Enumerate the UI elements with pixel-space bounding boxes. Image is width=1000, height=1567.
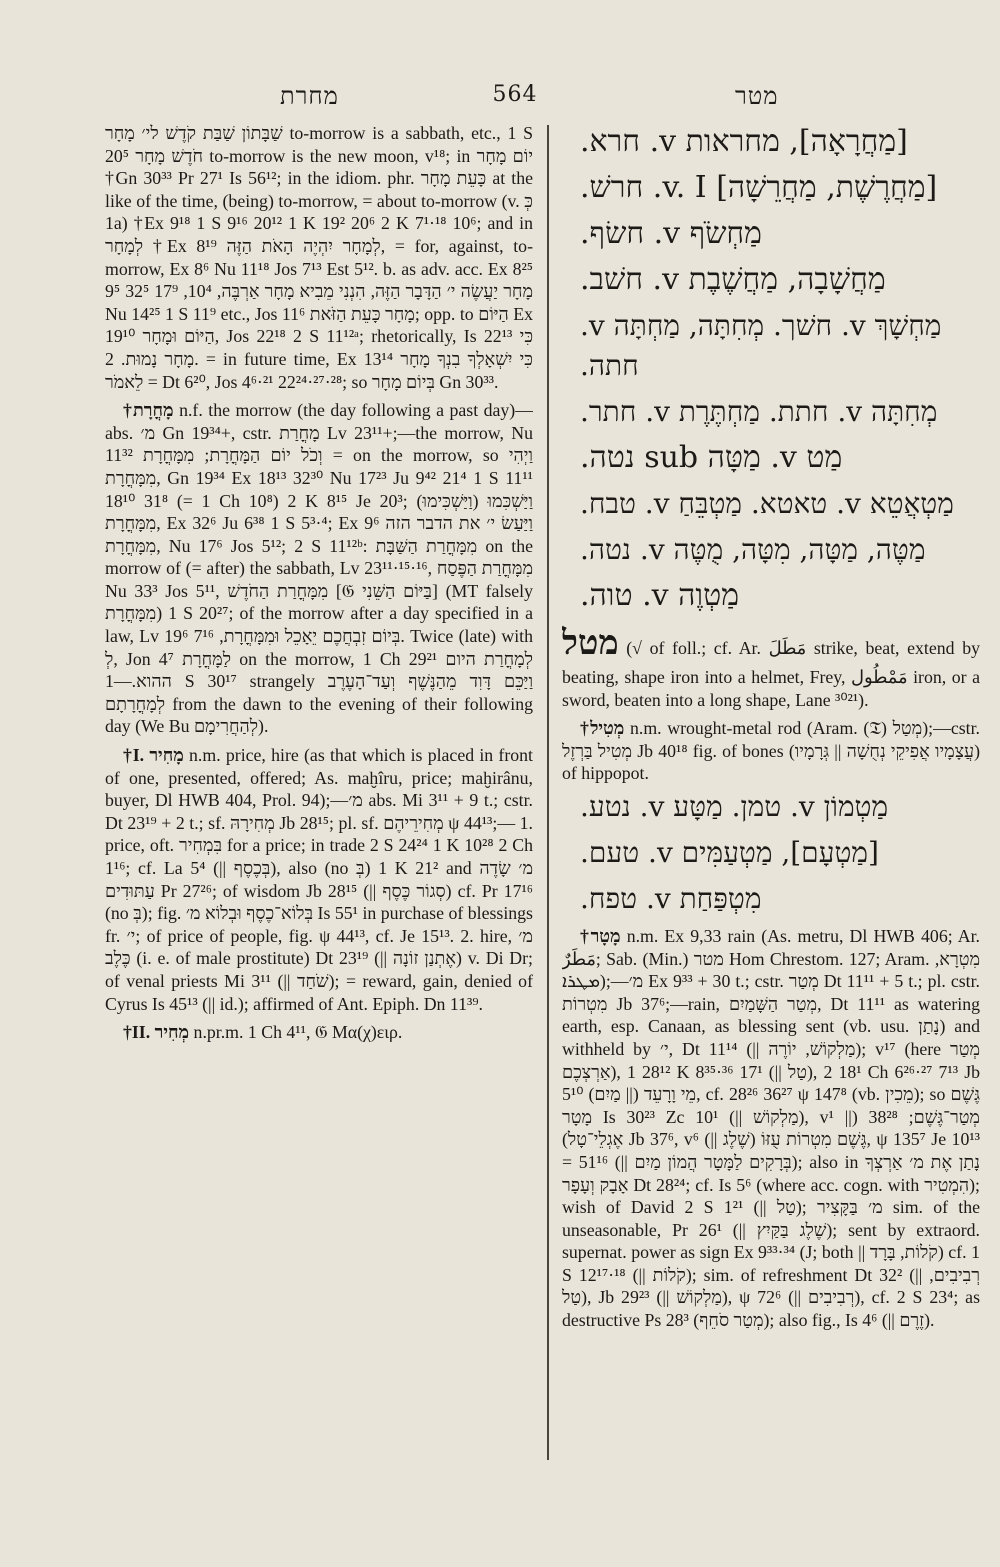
cross-reference: מַטְאֲטֵא v. טאטא. מַטְבֵּחַ v. טבח. — [580, 487, 954, 520]
running-head-right: מטר — [735, 82, 779, 110]
lemma: †II. מְחִיר — [123, 1022, 190, 1043]
entry-continuation: שַׁבָּתוֹן שַׁבַּת קֹדֶשׁ לי׳ מָחָר to-morrow is a sabbath, etc., 1 S 20⁵ חֹדֶשׁ מָחָר to-morrow is the new moon, v¹⁸; in יוֹם מָחָר †Gn 30³³ Pr 27¹ Is 56¹²; in the idiom. phr. כָּעֵת מָחָר at the like of the time, (being) to-morrow, = about to-morrow (v. כְּ 1a) †Ex 9¹⁸ 1 S 9¹⁶ 20¹² 1 K 19² 20⁶ 2 K 7¹·¹⁸ 10⁶; and in לְמָחָר †Ex 8¹⁹ לְמָחָר יִהְיֶה הָאֹת הַזֶּה, = for, against, to-morrow, Ex 8⁶ Nu 11¹⁸ Jos 7¹³ Est 5¹². b. as adv. acc. Ex 8²⁵ 9⁵ מָחָר יַעֲשֶׂה י׳ הַדָּבָר הַזֶּה, הִנְנִי מֵבִיא מָחָר אַרְבֶּה, 10⁴, 17⁹ 32⁵ Nu 14²⁵ 1 S 11⁹ etc., Jos 11⁶ מָחָר כָּעֵת הַזֹּאת; opp. to הַיּוֹם Ex 19¹⁰ הַיּוֹם וּמָחָר, Jos 22¹⁸ 2 S 11¹²ᵃ; rhetorically, Is 22¹³ כִּי מָחָר נָמוּת. 2. = in future time, Ex 13¹⁴ כִּי יִשְׁאָלְךָ בִנְךָ מָחָר לֵאמֹר = Dt 6²⁰, Jos 4⁶·²¹ 22²⁴·²⁷·²⁸; so בְּיוֹם מָחָר Gn 30³³. — [105, 123, 533, 392]
root-entry-mtl — [562, 622, 980, 711]
lemma: †מְטִיל — [580, 718, 625, 739]
cross-reference: [מַחֲרָאָה], מחראות v. חרא. — [580, 124, 908, 159]
cross-reference: [מַטְעָם], מַטְעַמִּים v. טעם. — [580, 835, 879, 869]
cross-reference: מַטְמוֹן v. טמן. מַטָּע v. נטע. — [580, 789, 889, 823]
running-head-left: מחרת — [280, 82, 339, 110]
entry-body: n.f. the morrow (the day following a past day)—abs. מ׳ Gn 19³⁴+, cstr. מָחֳרַת Lv 23¹¹+;—the morrow, Nu 11³² וְכֹל יוֹם הַמָּחֳרָת; מִמָּחֳרָת = on the morrow, so וַיְהִי מִמָּחֳרָת, Gn 19³⁴ Ex 18¹³ 32³⁰ Nu 17²³ Ju 9⁴² 21⁴ 1 S 11¹¹ 18¹⁰ 31⁸ (= 1 Ch 10⁸) 2 K 8¹⁵ Je 20³; (וַיַּשְׁכִּימוּ) וַיַּשְׁכִּמוּ מִמָּחֳרָת, Ex 32⁶ Ju 6³⁸ 1 S 5³·⁴; Ex 9⁶ וַיַּעַשׂ י׳ את הדבר הזה מִמָּחֳרָת, Nu 17⁶ Jos 5¹²; 2 S 11¹²ᵇ: מִמָּחֳרַת הַשַּׁבָּת on the morrow of (= after) the sabbath, Lv 23¹¹·¹⁵·¹⁶, מִמָּחֳרַת הַפֶּסַח Nu 33³ Jos 5¹¹, מִמָּחֳרַת הַחֹדֶשׁ [𝔊 בַּיּוֹם הַשֵּׁנִי] (MT falsely מִמָּחֳרָת) 1 S 20²⁷; of the morrow after a day specified in a law, Lv 19⁶ בְּיוֹם זִבְחֲכֶם יֵאָכֵל וּמִמָּחֳרָת, 7¹⁶. Twice (late) with לְ, Jon 4⁷ לַמָּחֳרָת on the morrow, 1 Ch 29²¹ לְמָחֳרַת היום ההוא.—1 S 30¹⁷ strangely וַיַּכֵּם דָּוִד מֵהַנֶּשֶׁף וְעַד־הָעֶרֶב לְמָחֳרָתָם from the dawn to the evening of their following day (We Bu לְהַחֲרִימָם). — [105, 400, 533, 737]
cross-reference: מַחְשָׁךְ v. חשׁך. מְחִתָּה, מַחְתָּה v. חתה. — [580, 309, 942, 382]
entry-body: (√ of foll.; cf. Ar. مَطَلَ strike, beat, extend by beating, shape iron into a helmet, Frey, مَمْطُول iron, or a sword, beaten into a long shape, Lane ³⁰²¹). — [562, 638, 980, 710]
cross-reference: מַטְוֶה v. טוה. — [580, 578, 739, 613]
entry-mahir-1 — [105, 744, 533, 1015]
left-column — [105, 122, 533, 1467]
cross-reference: [מַחֲרֶשֶׁת, מַחֲרֵשָׁה] v. I. חרשׁ. — [580, 170, 938, 205]
cross-reference: מַט v. מַטָּה sub נטה. — [580, 440, 843, 475]
cross-reference: מַחֲשָׁבָה, מַחֲשֶׁבֶת v. חשׁב. — [580, 262, 886, 297]
entry-body: n.m. Ex 9,33 rain (As. metru, Dl HWB 406; Ar. مَطَرٌ; Sab. (Min.) מטר Hom Chrestom. 127; Aram. מִטְרָא, ܡܛܪܐ);—מ׳ Ex 9³³ + 30 t.; cstr. מְטַר Dt 11¹¹ + 5 t.; pl. cstr. מִטְרוֹת Jb 37⁶;—rain, מְטַר הַשָּׁמַיִם, Dt 11¹¹ as watering earth, esp. Canaan, as blessing sent (vb. usu. נָתַן) and withheld by י׳, Dt 11¹⁴ (|| מַלְקוֹשׁ, יוֹרֶה); v¹⁷ (here מְטַר אַרְצְכֶם), 28¹² 1 K 8³⁵·³⁶ 17¹ (|| טַל), 18¹ 2 Ch 6²⁶·²⁷ 7¹³ Jb 5¹⁰ מֵי וָרָעֵד (|| מַיִם), cf. 28²⁶ 36²⁷ ψ 147⁸ (vb. מֵכִין); so גֶּשֶׁם מָטָר Is 30²³ Zc 10¹ (|| מַלְקוֹשׁ), v¹ מְטַר־גֶּשֶׁם; 38²⁸ (|| אֶגְלֵי־טָל) Jb 37⁶, v⁶ (|| שֶׁלֶג) גֶּשֶׁם מִטְרוֹת עֻזּוֹ, ψ 135⁷ Je 10¹³ = 51¹⁶ (|| בְּרָקִים לַמָּטָר הֲמוֹן מַיִם); also in נָתַן אֶת מ׳ אַרְצְךָ אָבָק וְעָפָר Dt 28²⁴; cf. Is 5⁶ (where acc. cogn. with הִמְטִיר); wish of David 2 S 1²¹ (|| טַל); מ׳ בַּקָּצִיר sim. of the unseasonable, Pr 26¹ (|| שֶׁלֶג בַּקַּיִץ); sent by extraord. supernat. power as sign Ex 9³³·³⁴ (J; both || קֹלוֹת, בָּרָד) cf. 1 S 12¹⁷·¹⁸ (|| קֹלוֹת); sim. of refreshment Dt 32² (|| רְבִיבִים, טַל), Jb 29²³ (|| מַלְקוֹשׁ), ψ 72⁶ (|| רְבִיבִים), cf. 2 S 23⁴; as destructive Ps 28³ (מְטַר סֹחֵף); also fig., Is 4⁶ (|| זֶרֶם). — [562, 925, 980, 1331]
entry-mehir-2 — [105, 1021, 533, 1044]
entry-body: n.pr.m. 1 Ch 4¹¹, 𝔊 Μα(χ)ειρ. — [193, 1022, 403, 1043]
entry-matar — [562, 925, 980, 1332]
lemma: †מָחֳרָת — [123, 400, 174, 421]
entry-metil — [562, 717, 980, 785]
lemma: †מָטָר — [580, 925, 621, 946]
right-column — [562, 122, 980, 1462]
entry-body: n.m. price, hire (as that which is placed in front of one, presented, offered; As. maḫîru, price; maḫirânu, buyer, Dl HWB 404, Prol. 94);—מ׳ abs. Mi 3¹¹ + 9 t.; cstr. Dt 23¹⁹ + 2 t.; sf. מְחִירָהּ Jb 28¹⁵; pl. sf. מְחִירֵיהֶם ψ 44¹³;— 1. price, oft. בִּמְחִיר for a price; in trade 2 S 24²⁴ 1 K 10²⁸ 2 Ch 1¹⁶; cf. La 5⁴ (|| בְּכֶסֶף), also (no בְּ) 1 K 21² and מ׳ שָׂדֶה עַתּוּדִים Pr 27²⁶; of wisdom Jb 28¹⁵ (|| סְגוֹר כֶּסֶף) cf. Pr 17¹⁶ (no בְּ); fig. בְּלוֹא־כֶסֶף וּבְלוֹא מ׳ Is 55¹ in purchase of blessings fr. י׳; of price of people, fig. ψ 44¹³, cf. Je 15¹³. 2. hire, מ׳ כֶּלֶב (i. e. of male prostitute) Dt 23¹⁹ (|| אֶתְנַן זוֹנָה) v. Di Dr; of venal priests Mi 3¹¹ (|| שֹׁחַד); = reward, gain, denied of Cyrus Is 45¹³ (|| id.); affirmed of Ant. Epiph. Dn 11³⁹. — [105, 745, 533, 1014]
cross-reference: מַטֶּה, מַטָּה, מִטָּה, מֻטֶּה v. נטה. — [580, 533, 926, 566]
column-divider — [547, 125, 549, 1460]
cross-reference: מְחִתָּה v. חתת. מַחְתֶּרֶת v. חתר. — [580, 395, 938, 428]
lemma: †I. מָחִיר — [123, 745, 184, 766]
page-number: 564 — [492, 82, 538, 107]
cross-reference: מַחְשֹׂף v. חשׂף. — [580, 216, 762, 251]
cross-reference: מִטְפַּחַת v. טפח. — [580, 881, 762, 915]
entry-body: n.m. wrought-metal rod (Aram. (𝔗) מְטַל);—cstr. מְטִיל בַּרְזֶל Jb 40¹⁸ fig. of bones (עֲצָמָיו אֲפִיקֵי נְחֻשָׁה || גְּרָמָיו) of hippopot. — [562, 718, 980, 784]
entry-mahorat — [105, 399, 533, 738]
root-lemma: מטל — [562, 625, 619, 662]
